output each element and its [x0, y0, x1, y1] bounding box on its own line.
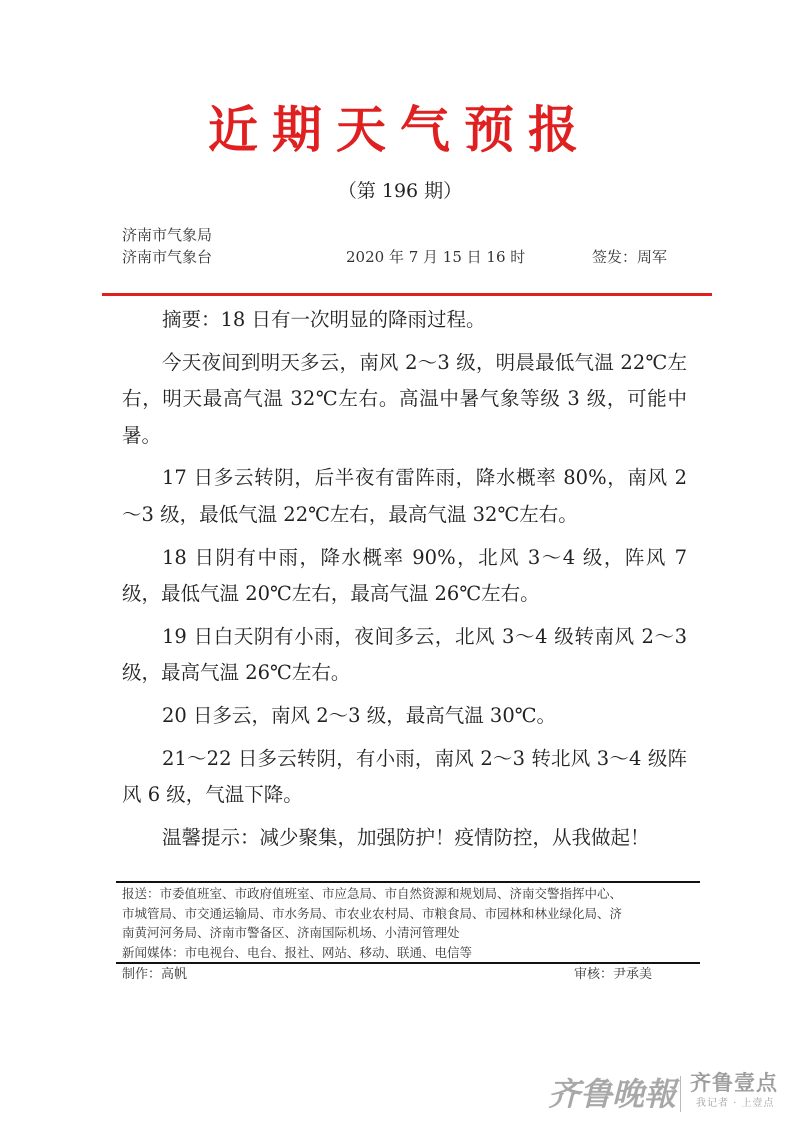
watermark-separator	[680, 1076, 681, 1112]
watermark-qilu-evening-news: 齐鲁晚報	[548, 1075, 677, 1113]
report-line: 市城管局、市交通运输局、市水务局、市农业农村局、市粮食局、市园林和林业绿化局、济	[122, 905, 623, 921]
document-title: 近期天气预报	[208, 100, 592, 159]
report-line: 南黄河河务局、济南市警备区、济南国际机场、小清河管理处	[122, 925, 460, 940]
watermark-qilu-yidian	[690, 1070, 788, 1118]
issue-datetime: 2020 年 7 月 15 日 16 时	[346, 248, 526, 266]
footer-divider-top	[116, 881, 700, 883]
media-line: 新闻媒体：市电视台、电台、报社、网站、移动、联通、电信等	[122, 944, 473, 960]
distribution-list	[122, 884, 692, 962]
reviewer: 审核：尹承美	[574, 967, 653, 982]
maker: 制作：高帆	[122, 967, 188, 982]
forecast-body	[122, 302, 687, 862]
header-divider	[102, 293, 712, 296]
footer-divider-bottom	[116, 962, 700, 964]
summary-paragraph: 摘要：18 日有一次明显的降雨过程。	[162, 308, 486, 331]
forecast-paragraph-19: 19 日白天阴有小雨，夜间多云，北风 3～4 级转南风 2～3 级，最高气温 26℃左右。	[122, 624, 687, 685]
report-line: 报送：市委值班室、市政府值班室、市应急局、市自然资源和规划局、济南交警指挥中心、	[122, 886, 623, 901]
forecast-paragraph-17: 17 日多云转阴，后半夜有雷阵雨，降水概率 80%，南风 2～3 级，最低气温 22℃左右，最高气温 32℃左右。	[122, 466, 687, 526]
forecast-paragraph-today: 今天夜间到明天多云，南风 2～3 级，明晨最低气温 22℃左右，明天最高气温 32℃左右。高温中暑气象等级 3 级，可能中暑。	[122, 350, 687, 447]
issue-number: （第 196 期）	[337, 180, 463, 202]
watermark-slogan: 我记者 · 上壹点	[696, 1098, 775, 1109]
issuer-bureau: 济南市气象局	[122, 226, 213, 244]
signer: 签发：周军	[592, 248, 668, 266]
issuer-observatory: 济南市气象台	[122, 248, 213, 266]
watermark-logo-text: 齐鲁壹点	[690, 1071, 778, 1095]
forecast-paragraph-18: 18 日阴有中雨，降水概率 90%，北风 3～4 级，阵风 7 级，最低气温 20℃左右，最高气温 26℃左右。	[122, 545, 687, 606]
forecast-paragraph-21-22: 21～22 日多云转阴，有小雨，南风 2～3 转北风 3～4 级阵风 6 级，气温下降。	[122, 746, 687, 807]
forecast-paragraph-20: 20 日多云，南风 2～3 级，最高气温 30℃。	[162, 703, 557, 727]
warm-tip: 温馨提示：减少聚集，加强防护！疫情防控，从我做起！	[162, 825, 650, 849]
